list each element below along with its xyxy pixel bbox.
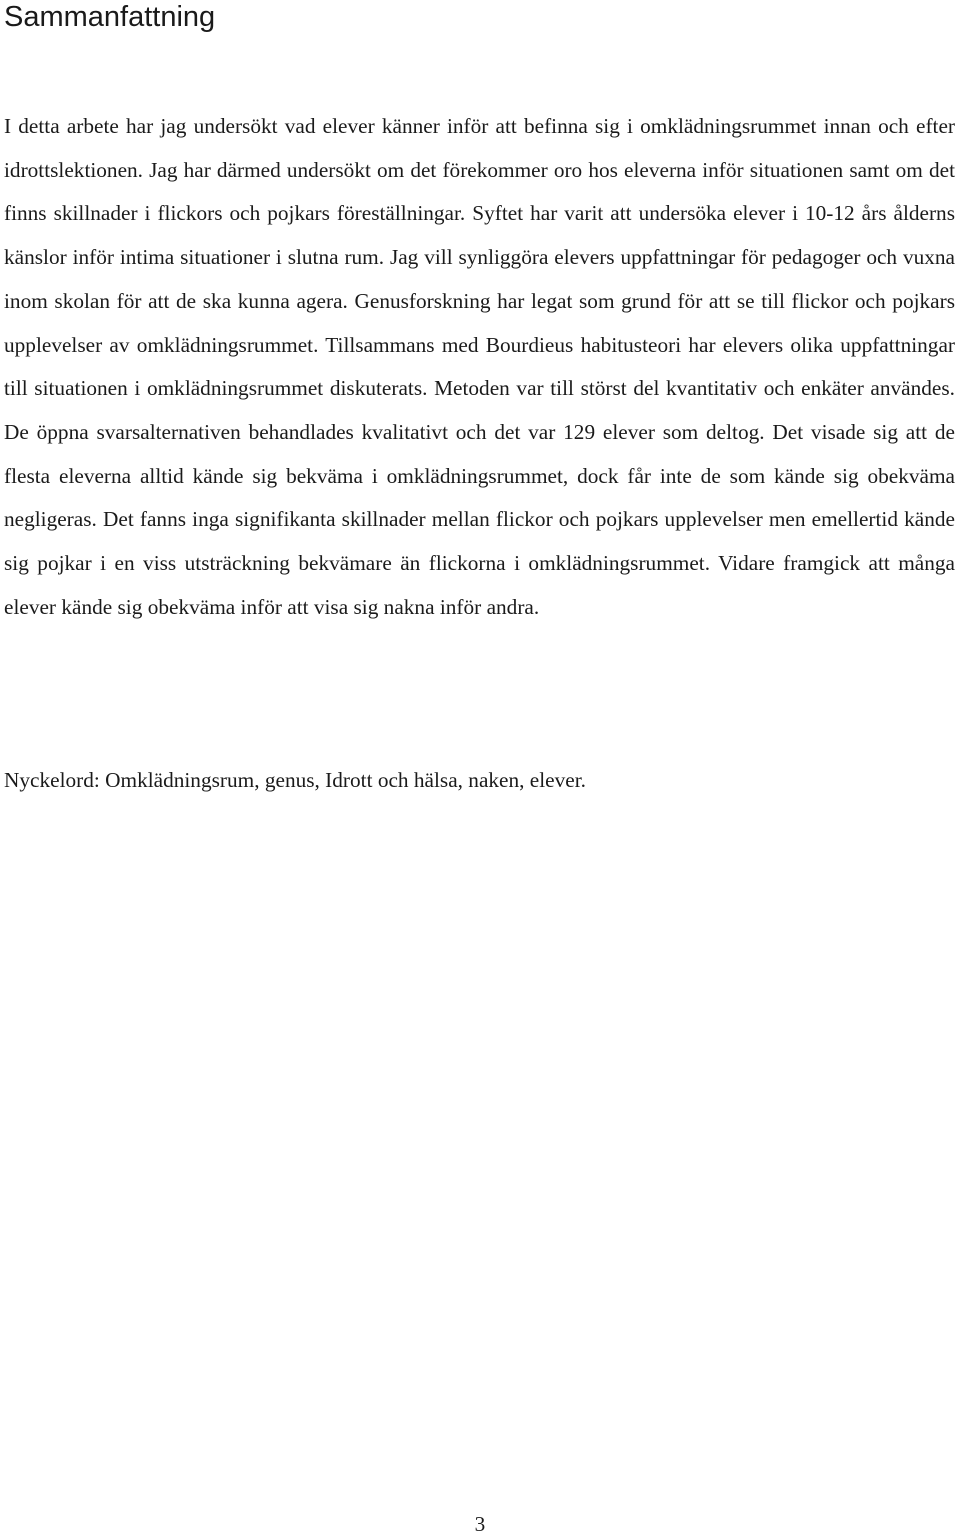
keywords-line: Nyckelord: Omklädningsrum, genus, Idrott och hälsa, naken, elever. <box>4 768 586 792</box>
page-number: 3 <box>474 1512 486 1536</box>
abstract-paragraph: I detta arbete har jag undersökt vad elever känner inför att befinna sig i omklädningsrummet innan och efter idrottslektionen. Jag har därmed undersökt om det förekommer oro hos eleverna inför situationen samt om det finns skillnader i flickors och pojkars föreställningar. Syftet har varit att undersöka elever i 10-12 års ålderns känslor inför intima situationer i slutna rum. Jag vill synliggöra elevers uppfattningar för pedagoger och vuxna inom skolan för att de ska kunna agera. Genusforskning har legat som grund för att se till flickor och pojkars upplevelser av omklädningsrummet. Tillsammans med Bourdieus habitusteori har elevers olika uppfattningar till situationen i omklädningsrummet diskuterats. Metoden var till störst del kvantitativ och enkäter användes. De öppna svarsalternativen behandlades kvalitativt och det var 129 elever som deltog. Det visade sig att de flesta eleverna alltid kände sig bekväma i omklädningsrummet, dock får inte de som kände sig obekväma negligeras. Det fanns inga signifikanta skillnader mellan flickor och pojkars upplevelser men emellertid kände sig pojkar i en viss utsträckning bekvämare än flickorna i omklädningsrummet. Vidare framgick att många elever kände sig obekväma inför att visa sig nakna inför andra. <box>4 114 955 619</box>
page-title: Sammanfattning <box>4 1 216 33</box>
